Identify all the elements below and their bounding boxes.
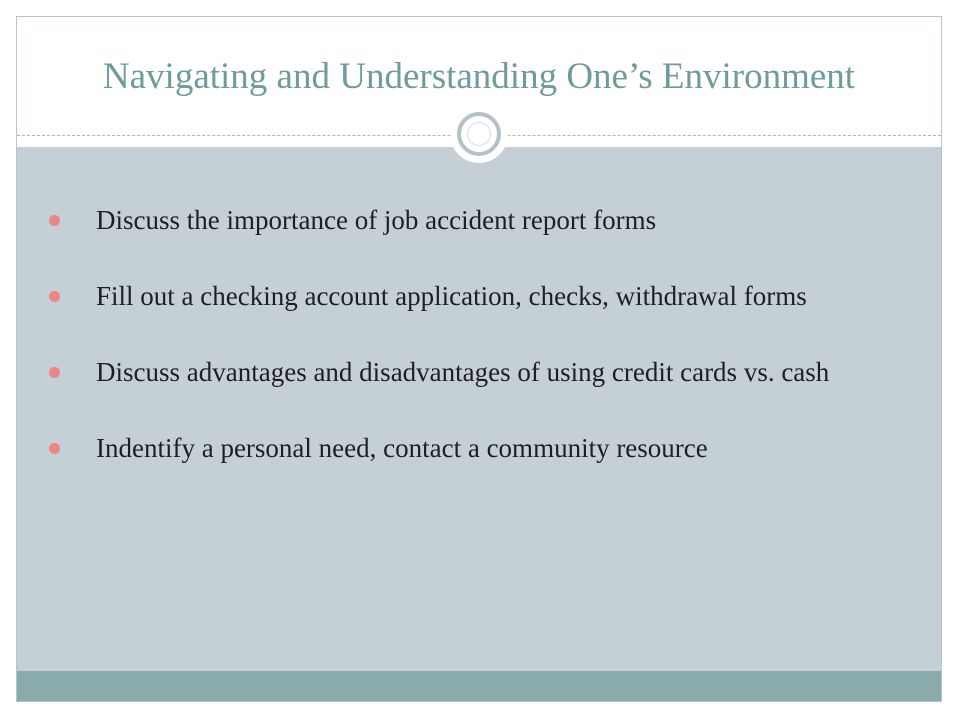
bullet-item [49,354,909,390]
footer-bar [17,671,941,702]
bullet-text: Fill out a checking account application, checks, withdrawal forms [96,281,807,311]
content-area [17,147,941,671]
ornament-inner-circle [467,122,491,146]
bullet-dot-icon [49,291,60,302]
slide-title: Navigating and Understanding One’s Environment [102,56,856,97]
bullet-dot-icon [49,443,60,454]
slide-frame [16,16,942,702]
bullet-text: Indentify a personal need, contact a community resource [96,433,708,463]
bullet-item [49,278,909,314]
bullet-text: Discuss the importance of job accident report forms [96,205,657,235]
ornament-ring [457,112,501,156]
bullet-item [49,202,909,238]
bullet-dot-icon [49,215,60,226]
bullet-list [49,202,909,506]
circle-ornament-icon [450,105,508,163]
bullet-item [49,430,909,466]
bullet-text: Discuss advantages and disadvantages of using credit cards vs. cash [96,357,830,387]
bullet-dot-icon [49,367,60,378]
